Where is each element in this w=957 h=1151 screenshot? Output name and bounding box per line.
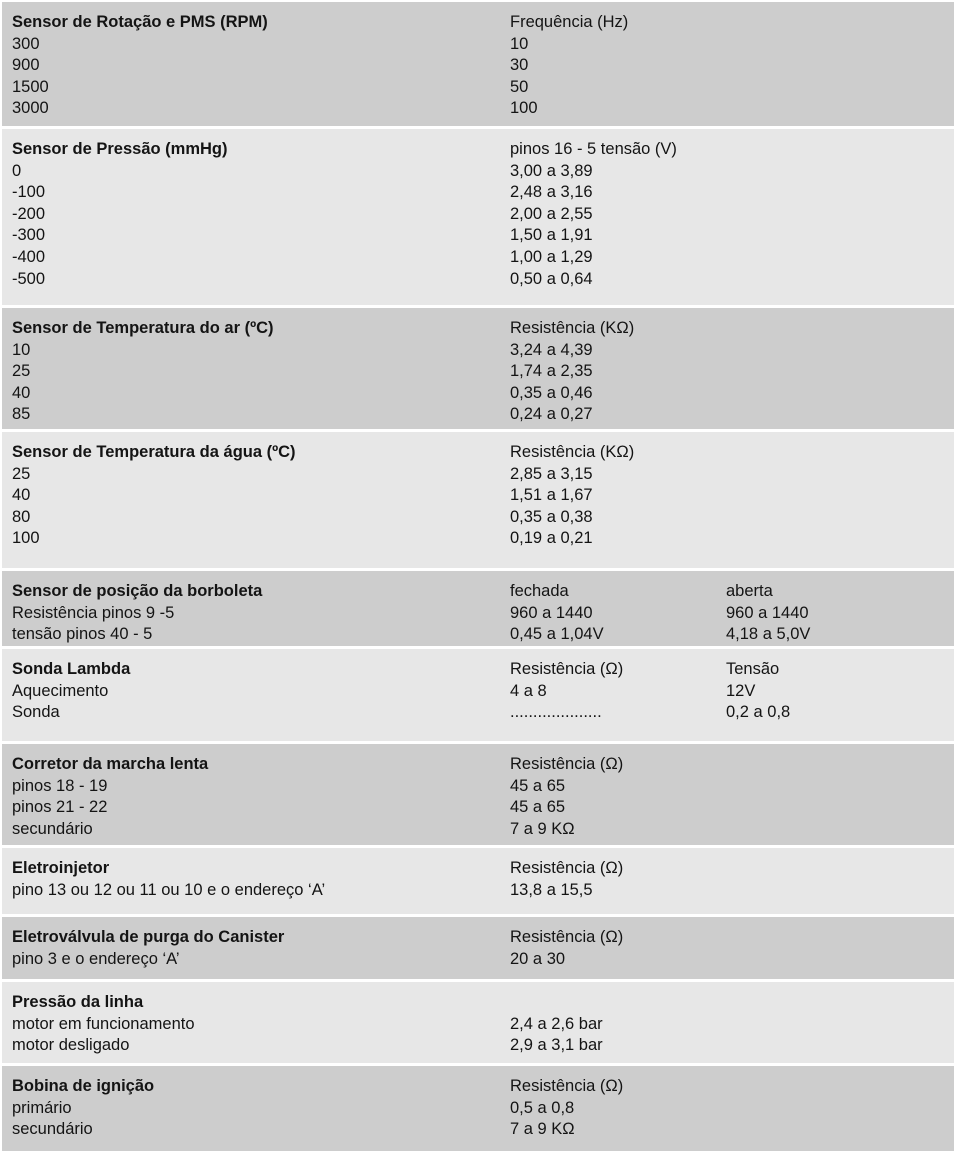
spec-section: [2, 571, 954, 646]
row-value: 960 a 1440: [726, 603, 809, 622]
column-header: aberta: [726, 582, 773, 600]
section-header-row: [2, 659, 954, 681]
section-header-row: [2, 1076, 954, 1098]
row-label: -200: [12, 204, 46, 223]
section-title: Sensor de Temperatura do ar (ºC): [12, 319, 274, 337]
row-label: 0: [12, 161, 22, 180]
column-header: Resistência (KΩ): [510, 443, 635, 461]
table-row: [2, 624, 954, 646]
row-value: 0,19 a 0,21: [510, 529, 593, 548]
section-title: Sonda Lambda: [12, 660, 131, 678]
row-value: 0,50 a 0,64: [510, 269, 593, 288]
spec-section: [2, 129, 954, 305]
column-header: Resistência (Ω): [510, 859, 624, 877]
table-row: [2, 204, 954, 226]
row-label: pinos 18 - 19: [12, 776, 108, 795]
row-value: 2,4 a 2,6 bar: [510, 1014, 603, 1033]
table-row: [2, 464, 954, 486]
row-value: 2,9 a 3,1 bar: [510, 1036, 603, 1055]
row-value: 2,00 a 2,55: [510, 204, 593, 223]
row-label: 3000: [12, 99, 49, 118]
row-label: 25: [12, 362, 31, 381]
row-label: Resistência pinos 9 -5: [12, 603, 175, 622]
row-value: 1,51 a 1,67: [510, 486, 593, 505]
row-value: 0,35 a 0,38: [510, 507, 593, 526]
section-header-row: [2, 927, 954, 949]
row-label: -400: [12, 247, 46, 266]
row-value: 0,2 a 0,8: [726, 703, 791, 722]
row-label: 85: [12, 405, 31, 424]
spec-section: [2, 1066, 954, 1151]
row-value: 45 a 65: [510, 798, 566, 817]
row-label: -100: [12, 183, 46, 202]
row-value: 13,8 a 15,5: [510, 880, 593, 899]
table-row: [2, 1035, 954, 1057]
row-label: 25: [12, 464, 31, 483]
row-value: 7 a 9 KΩ: [510, 819, 575, 838]
section-header-row: [2, 858, 954, 880]
table-row: [2, 98, 954, 120]
spec-section: [2, 917, 954, 979]
row-value: 7 a 9 KΩ: [510, 1120, 575, 1139]
row-label: motor desligado: [12, 1036, 130, 1055]
section-header-row: [2, 12, 954, 34]
spec-section: [2, 982, 954, 1063]
row-value: 1,00 a 1,29: [510, 247, 593, 266]
row-value: 3,00 a 3,89: [510, 161, 593, 180]
section-title: Sensor de Rotação e PMS (RPM): [12, 13, 268, 31]
row-value: 20 a 30: [510, 949, 566, 968]
row-label: primário: [12, 1098, 72, 1117]
row-label: Aquecimento: [12, 681, 109, 700]
row-value: 4,18 a 5,0V: [726, 625, 811, 644]
table-row: [2, 949, 954, 971]
row-value: 960 a 1440: [510, 603, 593, 622]
row-label: 40: [12, 486, 31, 505]
row-label: 80: [12, 507, 31, 526]
table-row: [2, 404, 954, 426]
row-value: 0,5 a 0,8: [510, 1098, 575, 1117]
table-row: [2, 485, 954, 507]
row-value: 100: [510, 99, 538, 118]
table-row: [2, 880, 954, 902]
row-value: 50: [510, 77, 529, 96]
section-title: Eletroválvula de purga do Canister: [12, 928, 285, 946]
section-title: Pressão da linha: [12, 993, 144, 1011]
table-row: [2, 247, 954, 269]
section-header-row: [2, 139, 954, 161]
section-header-row: [2, 754, 954, 776]
table-row: [2, 1014, 954, 1036]
row-value: 10: [510, 34, 529, 53]
table-row: [2, 182, 954, 204]
row-value: 3,24 a 4,39: [510, 340, 593, 359]
row-label: pinos 21 - 22: [12, 798, 108, 817]
row-value: 4 a 8: [510, 681, 547, 700]
table-row: [2, 603, 954, 625]
row-value: 0,35 a 0,46: [510, 383, 593, 402]
row-label: 900: [12, 56, 40, 75]
table-row: [2, 269, 954, 291]
row-label: -500: [12, 269, 46, 288]
column-header: Resistência (Ω): [510, 660, 624, 678]
table-row: [2, 55, 954, 77]
section-header-row: [2, 442, 954, 464]
spec-section: [2, 848, 954, 914]
table-row: [2, 77, 954, 99]
row-value: 2,48 a 3,16: [510, 183, 593, 202]
row-value: 0,24 a 0,27: [510, 405, 593, 424]
row-label: tensão pinos 40 - 5: [12, 625, 153, 644]
section-title: Eletroinjetor: [12, 859, 110, 877]
spec-section: [2, 2, 954, 126]
section-title: Bobina de ignição: [12, 1077, 155, 1095]
row-label: Sonda: [12, 703, 60, 722]
row-label: 1500: [12, 77, 49, 96]
table-row: [2, 1098, 954, 1120]
row-value: 2,85 a 3,15: [510, 464, 593, 483]
table-row: [2, 161, 954, 183]
column-header: Frequência (Hz): [510, 13, 629, 31]
row-label: 100: [12, 529, 40, 548]
section-title: Sensor de posição da borboleta: [12, 582, 263, 600]
section-header-row: [2, 992, 954, 1014]
column-header: Resistência (Ω): [510, 1077, 624, 1095]
table-row: [2, 681, 954, 703]
table-row: [2, 776, 954, 798]
table-row: [2, 797, 954, 819]
table-row: [2, 383, 954, 405]
row-label: -300: [12, 226, 46, 245]
section-title: Corretor da marcha lenta: [12, 755, 209, 773]
table-row: [2, 361, 954, 383]
section-title: Sensor de Pressão (mmHg): [12, 140, 228, 158]
section-header-row: [2, 581, 954, 603]
column-header: pinos 16 - 5 tensão (V): [510, 140, 677, 158]
row-value: 12V: [726, 681, 756, 700]
spec-section: [2, 432, 954, 568]
section-header-row: [2, 318, 954, 340]
row-label: secundário: [12, 1120, 93, 1139]
row-label: secundário: [12, 819, 93, 838]
row-label: pino 3 e o endereço ‘A’: [12, 949, 180, 968]
table-row: [2, 34, 954, 56]
row-value: 1,74 a 2,35: [510, 362, 593, 381]
column-header: Tensão: [726, 660, 780, 678]
row-value: 45 a 65: [510, 776, 566, 795]
row-value: 0,45 a 1,04V: [510, 625, 604, 644]
specification-table: [2, 2, 954, 1151]
table-row: [2, 225, 954, 247]
column-header: fechada: [510, 582, 569, 600]
row-label: pino 13 ou 12 ou 11 ou 10 e o endereço ‘A’: [12, 880, 326, 899]
spec-section: [2, 308, 954, 429]
table-row: [2, 819, 954, 841]
row-value: 1,50 a 1,91: [510, 226, 593, 245]
row-value: 30: [510, 56, 529, 75]
table-row: [2, 702, 954, 724]
section-title: Sensor de Temperatura da água (ºC): [12, 443, 296, 461]
row-label: 10: [12, 340, 31, 359]
table-row: [2, 1119, 954, 1141]
spec-section: [2, 744, 954, 845]
column-header: Resistência (Ω): [510, 928, 624, 946]
column-header: Resistência (Ω): [510, 755, 624, 773]
row-label: 300: [12, 34, 40, 53]
table-row: [2, 340, 954, 362]
column-header: Resistência (KΩ): [510, 319, 635, 337]
table-row: [2, 507, 954, 529]
table-row: [2, 528, 954, 550]
row-label: 40: [12, 383, 31, 402]
row-label: motor em funcionamento: [12, 1014, 195, 1033]
spec-section: [2, 649, 954, 741]
row-value: ....................: [510, 703, 602, 722]
